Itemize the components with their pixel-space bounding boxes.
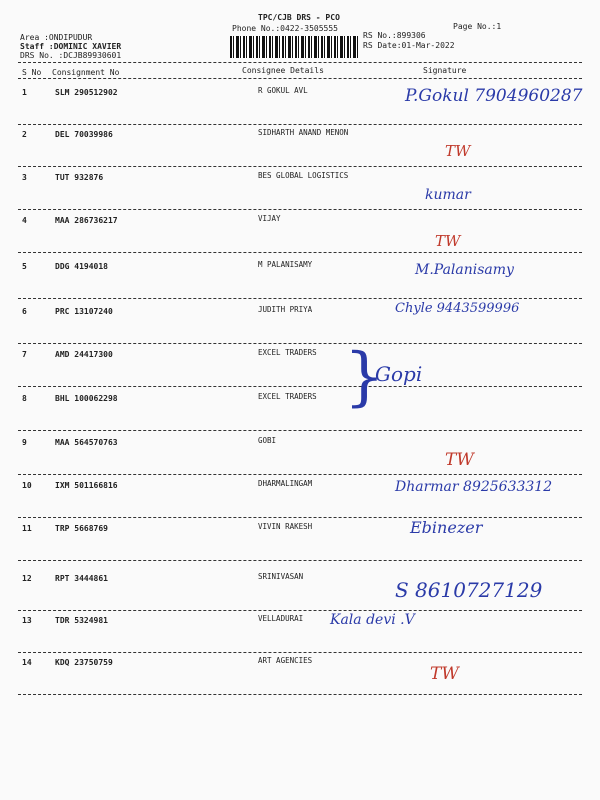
row-sno: 14 xyxy=(22,658,32,667)
row-signature: S 8610727129 xyxy=(395,578,543,602)
row-divider xyxy=(18,560,582,561)
row-divider xyxy=(18,343,582,344)
row-consignee: EXCEL TRADERS xyxy=(258,348,317,357)
header-divider-top xyxy=(18,62,582,63)
row-consignment-no: PRC 13107240 xyxy=(55,307,113,316)
row-consignee: VIVIN RAKESH xyxy=(258,522,313,531)
row-consignment-no: SLM 290512902 xyxy=(55,88,118,97)
row-divider xyxy=(18,209,582,210)
row-signature: Kala devi .V xyxy=(330,612,415,628)
table-row xyxy=(0,216,600,260)
row-signature: Gopi xyxy=(375,362,423,386)
row-signature: Dharmar 8925633312 xyxy=(395,479,553,495)
row-signature: M.Palanisamy xyxy=(415,262,514,278)
row-sno: 4 xyxy=(22,216,27,225)
row-signature: TW xyxy=(430,664,459,684)
row-divider xyxy=(18,386,582,387)
table-row xyxy=(0,438,600,482)
row-sno: 10 xyxy=(22,481,32,490)
row-consignee: VELLADURAI xyxy=(258,614,304,623)
row-consignment-no: TUT 932876 xyxy=(55,173,104,182)
table-row xyxy=(0,173,600,217)
row-sno: 3 xyxy=(22,173,27,182)
row-divider xyxy=(18,298,582,299)
bracket-mark: } xyxy=(344,340,385,414)
table-row xyxy=(0,574,600,618)
row-consignment-no: TRP 5668769 xyxy=(55,524,108,533)
barcode xyxy=(230,36,358,58)
row-consignee: DHARMALINGAM xyxy=(258,479,313,488)
row-consignee: GOBI xyxy=(258,436,277,445)
row-consignment-no: MAA 564570763 xyxy=(55,438,118,447)
row-consignee: SRINIVASAN xyxy=(258,572,304,581)
row-signature: kumar xyxy=(425,187,471,203)
row-consignee: EXCEL TRADERS xyxy=(258,392,317,401)
row-sno: 13 xyxy=(22,616,32,625)
area-label: Area :ONDIPUDUR xyxy=(20,33,93,42)
row-consignee: VIJAY xyxy=(258,214,281,223)
col-sno: S No xyxy=(22,68,42,77)
table-row xyxy=(0,481,600,525)
header-divider-bottom xyxy=(18,78,582,79)
row-divider xyxy=(18,124,582,125)
row-divider xyxy=(18,517,582,518)
row-signature: P.Gokul 7904960287 xyxy=(405,86,583,106)
row-consignee: BES GLOBAL LOGISTICS xyxy=(258,171,349,180)
row-signature: Ebinezer xyxy=(410,518,483,537)
report-title: TPC/CJB DRS - PCO xyxy=(258,13,340,22)
staff-label: Staff :DOMINIC XAVIER xyxy=(20,42,122,51)
row-consignee: ART AGENCIES xyxy=(258,656,313,665)
row-consignee: M PALANISAMY xyxy=(258,260,313,269)
row-signature: TW xyxy=(435,232,461,250)
phone-number: Phone No.:0422-3505555 xyxy=(232,24,338,33)
table-row xyxy=(0,88,600,132)
page-number: Page No.:1 xyxy=(453,22,502,31)
row-sno: 5 xyxy=(22,262,27,271)
row-signature: TW xyxy=(445,450,474,470)
table-row xyxy=(0,350,600,394)
row-divider xyxy=(18,252,582,253)
row-signature: Chyle 9443599996 xyxy=(395,301,520,316)
table-row xyxy=(0,658,600,702)
row-sno: 1 xyxy=(22,88,27,97)
row-sno: 8 xyxy=(22,394,27,403)
col-consignee: Consignee Details xyxy=(242,66,324,75)
row-consignment-no: TDR 5324981 xyxy=(55,616,108,625)
row-consignment-no: DEL 70039986 xyxy=(55,130,113,139)
row-divider xyxy=(18,166,582,167)
row-sno: 7 xyxy=(22,350,27,359)
row-divider xyxy=(18,430,582,431)
table-row xyxy=(0,612,600,660)
table-row xyxy=(0,301,600,351)
row-consignee: R GOKUL AVL xyxy=(258,86,308,95)
row-consignment-no: KDQ 23750759 xyxy=(55,658,113,667)
row-divider xyxy=(18,474,582,475)
col-signature: Signature xyxy=(423,66,467,75)
row-consignment-no: IXM 501166816 xyxy=(55,481,118,490)
drs-number: DRS No. :DCJB89930601 xyxy=(20,51,122,60)
row-sno: 9 xyxy=(22,438,27,447)
row-divider xyxy=(18,610,582,611)
row-signature: TW xyxy=(445,142,471,160)
row-consignment-no: AMD 24417300 xyxy=(55,350,113,359)
col-consignment: Consignment No xyxy=(52,68,120,77)
row-sno: 12 xyxy=(22,574,32,583)
row-consignment-no: RPT 3444861 xyxy=(55,574,108,583)
row-consignment-no: DDG 4194018 xyxy=(55,262,108,271)
rs-number: RS No.:899306 xyxy=(363,31,426,40)
table-row xyxy=(0,262,600,306)
row-consignment-no: MAA 286736217 xyxy=(55,216,118,225)
rs-date: RS Date:01-Mar-2022 xyxy=(363,41,455,50)
table-row xyxy=(0,518,600,568)
row-consignment-no: BHL 100062298 xyxy=(55,394,118,403)
row-divider xyxy=(18,694,582,695)
row-sno: 6 xyxy=(22,307,27,316)
row-consignee: SIDHARTH ANAND MENON xyxy=(258,128,349,137)
table-row xyxy=(0,130,600,174)
row-divider xyxy=(18,652,582,653)
row-sno: 11 xyxy=(22,524,32,533)
row-consignee: JUDITH PRIYA xyxy=(258,305,313,314)
row-sno: 2 xyxy=(22,130,27,139)
table-row xyxy=(0,394,600,438)
